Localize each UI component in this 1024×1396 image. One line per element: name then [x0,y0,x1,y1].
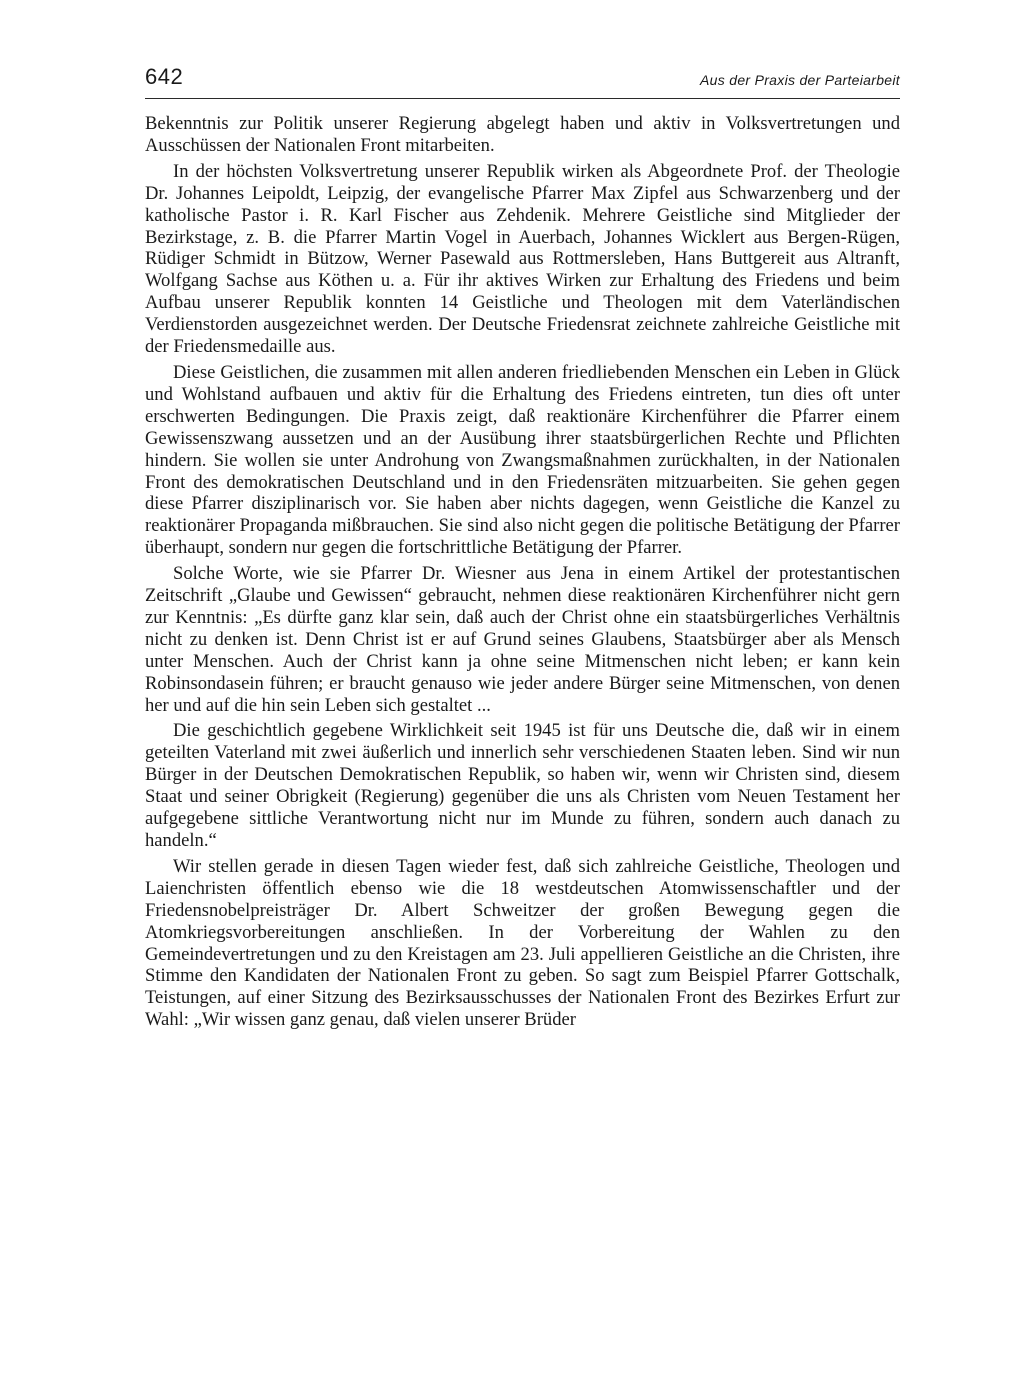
document-page [145,60,900,1035]
section-title: Aus der Praxis der Parteiarbeit [700,72,900,88]
paragraph-5: Die geschichtlich gegebene Wirklichkeit seit 1945 ist für uns Deutsche die, daß wir in einem geteilten Vaterland mit zwei äußerlich und innerlich sehr verschiedenen Staaten leben. Sind wir nun Bürger in der Deutschen Demokratischen Republik, so haben wir, wenn wir Christen sind, diesem Staat und seiner Obrigkeit (Regierung) gegenüber die uns als Christen vom Neuen Testament her aufgegebene sittliche Verantwortung nicht nur im Munde zu führen, sondern auch danach zu handeln.“ [145,720,900,851]
paragraph-2: In der höchsten Volksvertretung unserer Republik wirken als Abgeordnete Prof. der Theologie Dr. Johannes Leipoldt, Leipzig, der evangelische Pfarrer Max Zipfel aus Schwarzenberg und der katholische Pastor i. R. Karl Fischer aus Zehdenik. Mehrere Geistliche sind Mitglieder der Bezirkstage, z. B. die Pfarrer Martin Vogel in Auerbach, Johannes Wicklert aus Bergen-Rügen, Rüdiger Schmidt in Bützow, Werner Pasewald aus Rottmersleben, Hans Buttgereit aus Altranft, Wolfgang Sachse aus Köthen u. a. Für ihr aktives Wirken zur Erhaltung des Friedens und beim Aufbau unserer Republik konnten 14 Geistliche und Theologen mit dem Vaterländischen Verdienstorden ausgezeichnet werden. Der Deutsche Friedensrat zeichnete zahlreiche Geistliche mit der Friedensmedaille aus. [145,160,900,358]
body-text [145,113,900,1031]
page-number: 642 [145,64,184,89]
paragraph-4: Solche Worte, wie sie Pfarrer Dr. Wiesner aus Jena in einem Artikel der protestantischen Zeitschrift „Glaube und Gewissen“ gebraucht, nehmen diese reaktionären Kirchenführer nicht gern zur Kenntnis: „Es dürfte ganz klar sein, daß auch der Christ ohne ein staatsbürgerliches Verhältnis nicht zu denken ist. Denn Christ ist er auf Grund seines Glaubens, Staatsbürger aber als Mensch unter Menschen. Auch der Christ kann ja ohne seine Mitmenschen nicht leben; er kann kein Robinsondasein führen; er braucht genauso wie jeder andere Bürger seine Mitmenschen, von denen her und auf die hin sein Leben sich gestaltet ... [145,563,900,716]
paragraph-6: Wir stellen gerade in diesen Tagen wieder fest, daß sich zahlreiche Geistliche, Theologen und Laienchristen öffentlich ebenso wie die 18 westdeutschen Atomwissenschaftler und der Friedensnobelpreisträger Dr. Albert Schweitzer der großen Bewegung gegen die Atomkriegsvorbereitungen anschließen. In der Vorbereitung der Wahlen zu den Gemeindevertretungen und zu den Kreistagen am 23. Juli appellieren Geistliche an die Christen, ihre Stimme den Kandidaten der Nationalen Front zu geben. So sagt zum Beispiel Pfarrer Gottschalk, Teistungen, auf einer Sitzung des Bezirksausschusses der Nationalen Front des Bezirkes Erfurt zur Wahl: „Wir wissen ganz genau, daß vielen unserer Brüder [145,855,900,1031]
paragraph-3: Diese Geistlichen, die zusammen mit allen anderen friedliebenden Menschen ein Leben in Glück und Wohlstand aufbauen und aktiv für die Erhaltung des Friedens eintreten, tun dies oft unter erschwerten Bedingungen. Die Praxis zeigt, daß reaktionäre Kirchenführer die Pfarrer einem Gewissenszwang aussetzen und an der Ausübung ihrer staatsbürgerlichen Rechte und Pflichten hindern. Sie wollen sie unter Androhung von Zwangsmaßnahmen zurückhalten, in der Nationalen Front des demokratischen Deutschland und in den Friedensräten mitzuarbeiten. Sie gehen gegen diese Pfarrer disziplinarisch vor. Sie haben aber nichts dagegen, wenn Geistliche die Kanzel zu reaktionärer Propaganda mißbrauchen. Sie sind also nicht gegen die politische Betätigung der Pfarrer überhaupt, sondern nur gegen die fortschrittliche Betätigung der Pfarrer. [145,361,900,559]
paragraph-1: Bekenntnis zur Politik unserer Regierung abgelegt haben und aktiv in Volksvertretungen und Ausschüssen der Nationalen Front mitarbeiten. [145,113,900,156]
running-header [145,60,900,99]
